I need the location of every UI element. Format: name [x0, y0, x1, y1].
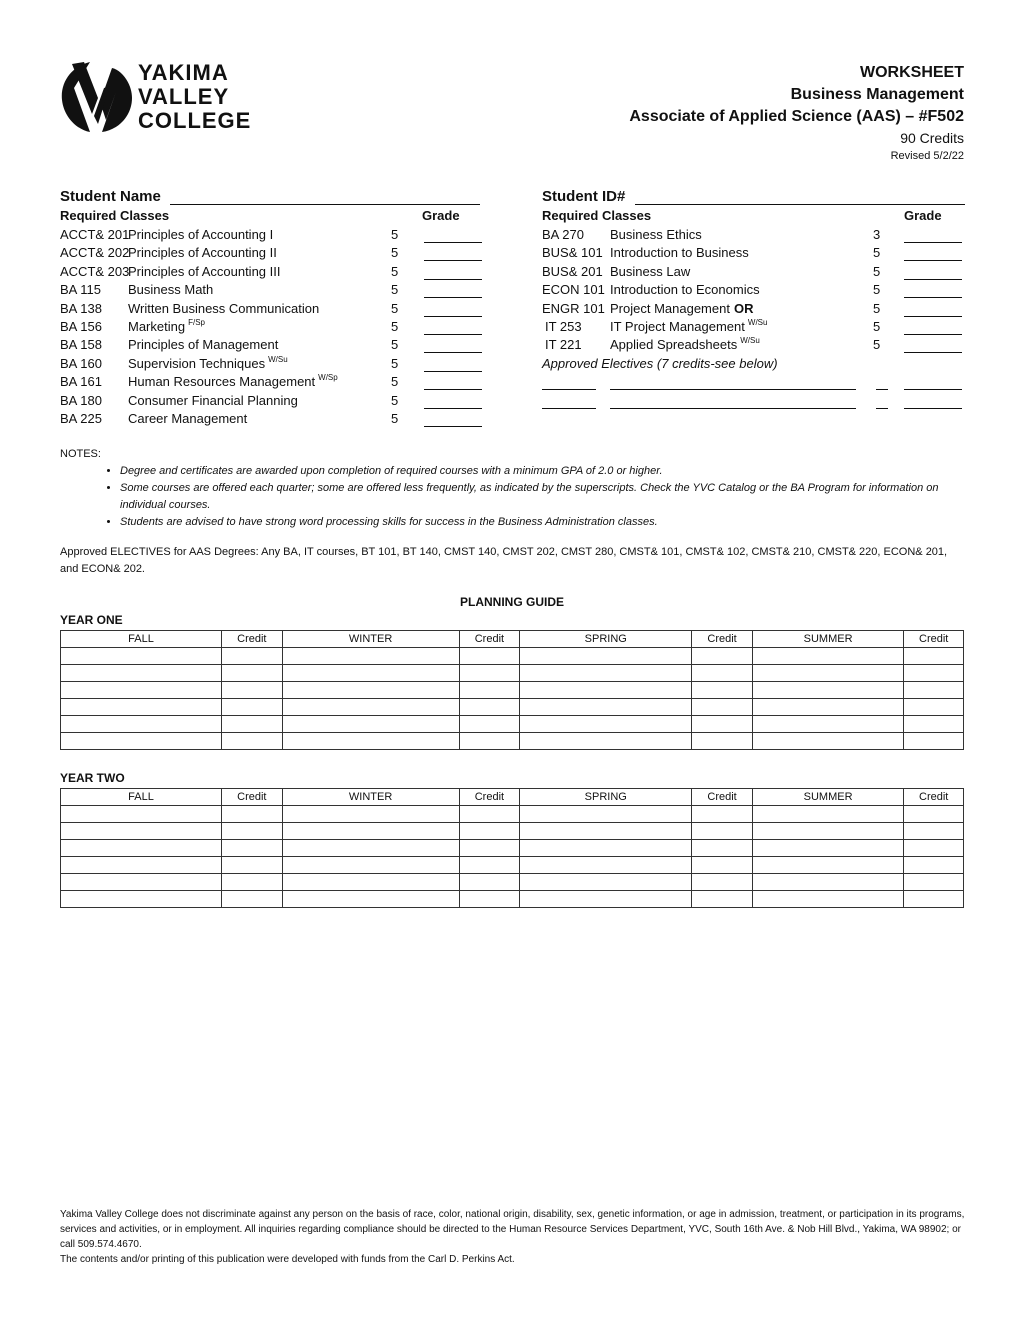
planning-cell[interactable]	[459, 806, 520, 823]
course-code: BA 161	[60, 374, 102, 390]
planning-column-header: FALL	[61, 631, 222, 648]
planning-cell[interactable]	[459, 699, 520, 716]
planning-cell[interactable]	[692, 806, 753, 823]
planning-cell[interactable]	[520, 823, 692, 840]
grade-heading: Grade	[422, 208, 460, 223]
course-code: ACCT& 202	[60, 245, 130, 261]
planning-cell[interactable]	[752, 682, 904, 699]
course-title-text: Principles of Accounting III	[128, 263, 281, 279]
course-credits: 5	[873, 245, 881, 261]
course-credits: 5	[391, 227, 399, 242]
grade-field[interactable]	[904, 265, 962, 280]
note-item: • Degree and certificates are awarded upon completion of required courses with a minimum GPA of 2.0 or higher.	[120, 463, 964, 480]
course-credits: 5	[873, 337, 881, 353]
course-title-text: Business Ethics	[610, 227, 702, 242]
course-title	[128, 281, 213, 299]
right-column	[542, 188, 964, 410]
course-title-text: Applied Spreadsheets	[610, 337, 738, 353]
planning-row	[61, 733, 964, 750]
course-credits: 5	[391, 318, 399, 334]
course-title	[128, 244, 277, 262]
planning-column-header: Credit	[222, 789, 283, 806]
planning-cell[interactable]	[459, 682, 520, 699]
course-code: BA 158	[60, 337, 102, 353]
course-title	[128, 410, 247, 428]
course-credits: 5	[391, 355, 399, 371]
course-title	[128, 336, 278, 354]
course-title	[128, 226, 273, 244]
note-item: • Some courses are offered each quarter; some are offered less frequently, as indicated by the superscripts. Check the YVC Catalog or the BA Program for information on individual courses.	[120, 480, 964, 514]
course-code: IT 221	[545, 337, 582, 353]
course-row	[60, 336, 482, 354]
planning-cell[interactable]	[752, 665, 904, 682]
elective-code-field[interactable]	[542, 375, 596, 390]
course-row	[542, 336, 964, 354]
planning-cell[interactable]	[520, 699, 692, 716]
grade-field[interactable]	[424, 394, 482, 409]
planning-cell[interactable]	[520, 665, 692, 682]
planning-cell[interactable]	[692, 857, 753, 874]
planning-cell[interactable]	[61, 699, 222, 716]
planning-cell[interactable]	[520, 716, 692, 733]
student-id-label: Student ID#	[542, 188, 626, 205]
planning-cell[interactable]	[752, 874, 904, 891]
planning-cell[interactable]	[282, 891, 459, 908]
course-code: ACCT& 201	[60, 227, 130, 242]
quarter-offered-superscript: W/Su	[740, 336, 760, 346]
course-credits: 5	[391, 392, 399, 408]
planning-cell[interactable]	[904, 874, 964, 891]
elective-entry-row[interactable]	[542, 392, 964, 410]
planning-cell[interactable]	[692, 716, 753, 733]
course-credits: 5	[873, 318, 881, 334]
planning-cell[interactable]	[282, 806, 459, 823]
planning-column-header: Credit	[459, 789, 520, 806]
planning-cell[interactable]	[904, 665, 964, 682]
planning-column-header: Credit	[222, 631, 283, 648]
course-code: IT 253	[545, 318, 582, 334]
course-title	[610, 336, 760, 354]
course-credits: 5	[391, 410, 399, 426]
course-title-text: Marketing	[128, 318, 186, 334]
worksheet-title: WORKSHEET	[860, 64, 964, 81]
course-title-text: Written Business Communication	[128, 300, 320, 316]
planning-cell[interactable]	[752, 823, 904, 840]
planning-cell[interactable]	[904, 682, 964, 699]
planning-column-header: Credit	[904, 631, 964, 648]
course-title-text: Human Resources Management	[128, 374, 316, 390]
course-code: BA 270	[542, 227, 584, 242]
planning-cell[interactable]	[459, 733, 520, 750]
notes-list	[60, 463, 964, 531]
student-name-label: Student Name	[60, 188, 161, 205]
year-one-label: YEAR ONE	[60, 613, 123, 627]
course-credits: 3	[873, 227, 881, 242]
logo-line-3: COLLEGE	[138, 108, 252, 133]
course-row	[60, 373, 482, 391]
or-label: OR	[733, 300, 754, 316]
grade-field[interactable]	[424, 375, 482, 390]
grade-field[interactable]	[424, 246, 482, 261]
planning-cell[interactable]	[692, 891, 753, 908]
course-title-text: Supervision Techniques	[128, 355, 266, 371]
planning-cell[interactable]	[61, 823, 222, 840]
planning-column-header: WINTER	[282, 789, 459, 806]
approved-electives-note: Approved Electives (7 credits-see below)	[542, 355, 778, 371]
planning-cell[interactable]	[904, 857, 964, 874]
planning-cell[interactable]	[282, 840, 459, 857]
course-title	[128, 392, 298, 410]
elective-code-field[interactable]	[542, 394, 596, 409]
planning-row	[61, 840, 964, 857]
planning-cell[interactable]	[520, 891, 692, 908]
required-classes-heading: Required Classes	[542, 208, 652, 223]
course-title-text: Career Management	[128, 410, 248, 426]
planning-cell[interactable]	[222, 733, 283, 750]
planning-cell[interactable]	[752, 857, 904, 874]
course-title-text: Principles of Accounting I	[128, 227, 274, 242]
course-code: ECON 101	[542, 282, 605, 298]
planning-cell[interactable]	[61, 682, 222, 699]
course-credits: 5	[873, 300, 881, 316]
course-row	[60, 392, 482, 410]
course-title	[610, 281, 760, 299]
elective-credit-field[interactable]	[876, 375, 888, 390]
note-item: • Students are advised to have strong word processing skills for success in the Business Administration classes.	[120, 514, 964, 531]
grade-field[interactable]	[904, 246, 962, 261]
course-title	[610, 244, 749, 262]
course-row	[60, 318, 482, 336]
course-title	[128, 373, 338, 391]
planning-cell[interactable]	[222, 840, 283, 857]
planning-guide-title: PLANNING GUIDE	[459, 595, 564, 609]
notes-section	[60, 446, 964, 531]
student-id-field[interactable]	[635, 190, 965, 205]
document-header	[629, 62, 964, 164]
planning-cell[interactable]	[222, 874, 283, 891]
planning-column-header: Credit	[692, 789, 753, 806]
planning-cell[interactable]	[904, 840, 964, 857]
planning-row	[61, 857, 964, 874]
course-code: BA 138	[60, 300, 102, 316]
planning-cell[interactable]	[222, 648, 283, 665]
planning-cell[interactable]	[459, 891, 520, 908]
planning-cell[interactable]	[904, 733, 964, 750]
planning-cell[interactable]	[520, 874, 692, 891]
planning-cell[interactable]	[459, 874, 520, 891]
planning-cell[interactable]	[752, 891, 904, 908]
planning-header-row	[61, 631, 964, 648]
planning-cell[interactable]	[752, 648, 904, 665]
planning-cell[interactable]	[282, 874, 459, 891]
course-title	[128, 300, 319, 318]
planning-cell[interactable]	[520, 682, 692, 699]
grade-field[interactable]	[904, 302, 962, 317]
course-credits: 5	[391, 263, 399, 279]
planning-cell[interactable]	[520, 840, 692, 857]
grade-field[interactable]	[424, 302, 482, 317]
elective-credit-field[interactable]	[876, 394, 888, 409]
funding-statement: The contents and/or printing of this publication were developed with funds from the Carl D. Perkins Act.	[60, 1254, 515, 1265]
course-code: ENGR 101	[542, 300, 605, 316]
course-credits: 5	[873, 263, 881, 279]
course-title-text: Project Management	[610, 300, 730, 316]
quarter-offered-superscript: F/Sp	[188, 317, 205, 327]
course-title-text: Principles of Management	[128, 337, 279, 353]
yvc-emblem-icon	[60, 58, 134, 134]
course-title	[610, 263, 690, 281]
planning-column-header: Credit	[692, 631, 753, 648]
degree-name: Associate of Applied Science (AAS) – #F502	[629, 108, 964, 125]
year-two-table	[60, 788, 964, 908]
planning-column-header: SUMMER	[752, 789, 904, 806]
program-name: Business Management	[790, 86, 964, 103]
planning-cell[interactable]	[520, 806, 692, 823]
elective-grade-field[interactable]	[904, 394, 962, 409]
right-course-list	[542, 226, 964, 355]
planning-row	[61, 648, 964, 665]
course-credits: 5	[391, 337, 399, 353]
grade-field[interactable]	[424, 228, 482, 243]
planning-cell[interactable]	[692, 840, 753, 857]
planning-cell[interactable]	[904, 823, 964, 840]
planning-header-row	[61, 789, 964, 806]
course-credits: 5	[391, 300, 399, 316]
revised-date: Revised 5/2/22	[890, 150, 964, 162]
planning-cell[interactable]	[282, 682, 459, 699]
planning-cell[interactable]	[752, 716, 904, 733]
course-credits: 5	[391, 282, 399, 298]
total-credits: 90 Credits	[900, 130, 964, 146]
notes-heading: NOTES:	[60, 448, 101, 460]
planning-cell[interactable]	[459, 823, 520, 840]
course-title-text: Business Math	[128, 282, 214, 298]
planning-cell[interactable]	[904, 699, 964, 716]
planning-row	[61, 699, 964, 716]
planning-column-header: WINTER	[282, 631, 459, 648]
planning-cell[interactable]	[61, 891, 222, 908]
planning-cell[interactable]	[282, 665, 459, 682]
logo-line-2: VALLEY	[138, 84, 230, 109]
planning-cell[interactable]	[61, 665, 222, 682]
planning-cell[interactable]	[520, 648, 692, 665]
course-row	[542, 244, 964, 262]
course-title-text: Consumer Financial Planning	[128, 392, 298, 408]
planning-cell[interactable]	[61, 806, 222, 823]
left-column	[60, 188, 482, 428]
grade-field[interactable]	[424, 265, 482, 280]
course-row	[60, 244, 482, 262]
planning-cell[interactable]	[222, 823, 283, 840]
planning-row	[61, 874, 964, 891]
planning-cell[interactable]	[282, 716, 459, 733]
course-row	[60, 226, 482, 244]
planning-cell[interactable]	[692, 733, 753, 750]
approved-electives-text: Approved ELECTIVES for AAS Degrees: Any BA, IT courses, BT 101, BT 140, CMST 140, CMST 202, CMST 280, CMST& 101, CMST& 102, CMST& 210, CMST& 220, ECON& 201, and ECON& 202.	[60, 546, 948, 575]
planning-cell[interactable]	[282, 733, 459, 750]
student-name-field[interactable]	[170, 190, 480, 205]
course-row	[60, 281, 482, 299]
planning-cell[interactable]	[61, 733, 222, 750]
grade-field[interactable]	[904, 283, 962, 298]
course-title-text: Introduction to Economics	[610, 282, 760, 298]
course-title	[610, 318, 767, 336]
planning-cell[interactable]	[61, 874, 222, 891]
planning-column-header: FALL	[61, 789, 222, 806]
planning-cell[interactable]	[459, 648, 520, 665]
planning-cell[interactable]	[904, 716, 964, 733]
course-row	[542, 263, 964, 281]
planning-cell[interactable]	[222, 665, 283, 682]
course-code: BA 160	[60, 355, 102, 371]
planning-cell[interactable]	[904, 648, 964, 665]
course-code: BA 225	[60, 410, 102, 426]
grade-field[interactable]	[904, 338, 962, 353]
planning-column-header: SUMMER	[752, 631, 904, 648]
grade-field[interactable]	[904, 320, 962, 335]
course-title-text: Business Law	[610, 263, 691, 279]
course-code: BA 180	[60, 392, 102, 408]
course-title	[610, 300, 753, 318]
nondiscrimination-statement: Yakima Valley College does not discriminate against any person on the basis of race, color, national origin, disability, sex, genetic information, or age in admission, treatment, or participation in its programs, services and activities, or in employment. All inquiries regarding compliance should be directed to the Human Resource Services Department, YVC, South 16th Ave. & Nob Hill Blvd., Yakima, WA 98902; or call 509.574.4670.	[60, 1209, 965, 1250]
planning-column-header: SPRING	[520, 789, 692, 806]
planning-cell[interactable]	[904, 891, 964, 908]
planning-cell[interactable]	[222, 857, 283, 874]
course-title-text: Introduction to Business	[610, 245, 749, 261]
course-row	[60, 263, 482, 281]
grade-field[interactable]	[904, 228, 962, 243]
course-credits: 5	[391, 245, 399, 261]
planning-column-header: Credit	[904, 789, 964, 806]
course-code: BUS& 201	[542, 263, 603, 279]
course-row	[542, 300, 964, 318]
right-table-header	[542, 208, 964, 226]
logo-line-1: YAKIMA	[138, 60, 229, 85]
course-title	[128, 355, 288, 373]
course-credits: 5	[873, 282, 881, 298]
quarter-offered-superscript: W/Sp	[318, 373, 338, 383]
grade-field[interactable]	[424, 338, 482, 353]
grade-field[interactable]	[424, 320, 482, 335]
planning-cell[interactable]	[222, 682, 283, 699]
course-title	[128, 318, 205, 336]
planning-cell[interactable]	[752, 699, 904, 716]
planning-cell[interactable]	[282, 823, 459, 840]
course-code: BA 115	[60, 282, 101, 298]
planning-cell[interactable]	[752, 806, 904, 823]
course-row	[60, 355, 482, 373]
planning-row	[61, 823, 964, 840]
planning-column-header: SPRING	[520, 631, 692, 648]
course-row	[542, 226, 964, 244]
planning-cell[interactable]	[904, 806, 964, 823]
elective-entry-row[interactable]	[542, 373, 964, 391]
planning-cell[interactable]	[752, 733, 904, 750]
planning-cell[interactable]	[692, 874, 753, 891]
planning-cell[interactable]	[222, 716, 283, 733]
planning-cell[interactable]	[752, 840, 904, 857]
planning-cell[interactable]	[61, 648, 222, 665]
planning-cell[interactable]	[282, 699, 459, 716]
course-code: ACCT& 203	[60, 263, 130, 279]
left-course-list	[60, 226, 482, 428]
planning-cell[interactable]	[459, 857, 520, 874]
course-title-text: Principles of Accounting II	[128, 245, 277, 261]
planning-cell[interactable]	[222, 891, 283, 908]
course-title-text: IT Project Management	[610, 318, 745, 334]
grade-field[interactable]	[424, 283, 482, 298]
grade-field[interactable]	[424, 357, 482, 372]
course-title	[128, 263, 280, 281]
planning-cell[interactable]	[692, 699, 753, 716]
planning-cell[interactable]	[692, 682, 753, 699]
elective-grade-field[interactable]	[904, 375, 962, 390]
planning-row	[61, 891, 964, 908]
planning-row	[61, 682, 964, 699]
required-classes-heading: Required Classes	[60, 208, 170, 223]
course-title	[610, 226, 702, 244]
planning-row	[61, 806, 964, 823]
planning-cell[interactable]	[692, 823, 753, 840]
footer	[60, 1207, 966, 1267]
course-row	[542, 318, 964, 336]
planning-cell[interactable]	[61, 857, 222, 874]
planning-cell[interactable]	[692, 648, 753, 665]
grade-field[interactable]	[424, 412, 482, 427]
planning-cell[interactable]	[520, 733, 692, 750]
planning-cell[interactable]	[282, 857, 459, 874]
elective-title-field[interactable]	[610, 394, 856, 409]
planning-row	[61, 716, 964, 733]
grade-heading: Grade	[904, 208, 942, 223]
planning-cell[interactable]	[459, 716, 520, 733]
college-logo	[60, 58, 250, 138]
planning-cell[interactable]	[61, 840, 222, 857]
course-credits: 5	[391, 374, 399, 390]
year-one-table	[60, 630, 964, 750]
planning-cell[interactable]	[459, 665, 520, 682]
quarter-offered-superscript: W/Su	[747, 317, 768, 327]
course-row	[60, 410, 482, 428]
planning-cell[interactable]	[282, 648, 459, 665]
quarter-offered-superscript: W/Su	[268, 354, 288, 364]
course-row	[542, 281, 964, 299]
planning-cell[interactable]	[61, 716, 222, 733]
planning-cell[interactable]	[222, 699, 283, 716]
planning-cell[interactable]	[692, 665, 753, 682]
course-row	[60, 300, 482, 318]
planning-column-header: Credit	[459, 631, 520, 648]
elective-title-field[interactable]	[610, 375, 856, 390]
course-code: BA 156	[60, 318, 102, 334]
planning-cell[interactable]	[222, 806, 283, 823]
planning-cell[interactable]	[520, 857, 692, 874]
year-two-label: YEAR TWO	[60, 771, 125, 785]
left-table-header	[60, 208, 482, 226]
planning-cell[interactable]	[459, 840, 520, 857]
course-code: BUS& 101	[542, 245, 603, 261]
planning-row	[61, 665, 964, 682]
